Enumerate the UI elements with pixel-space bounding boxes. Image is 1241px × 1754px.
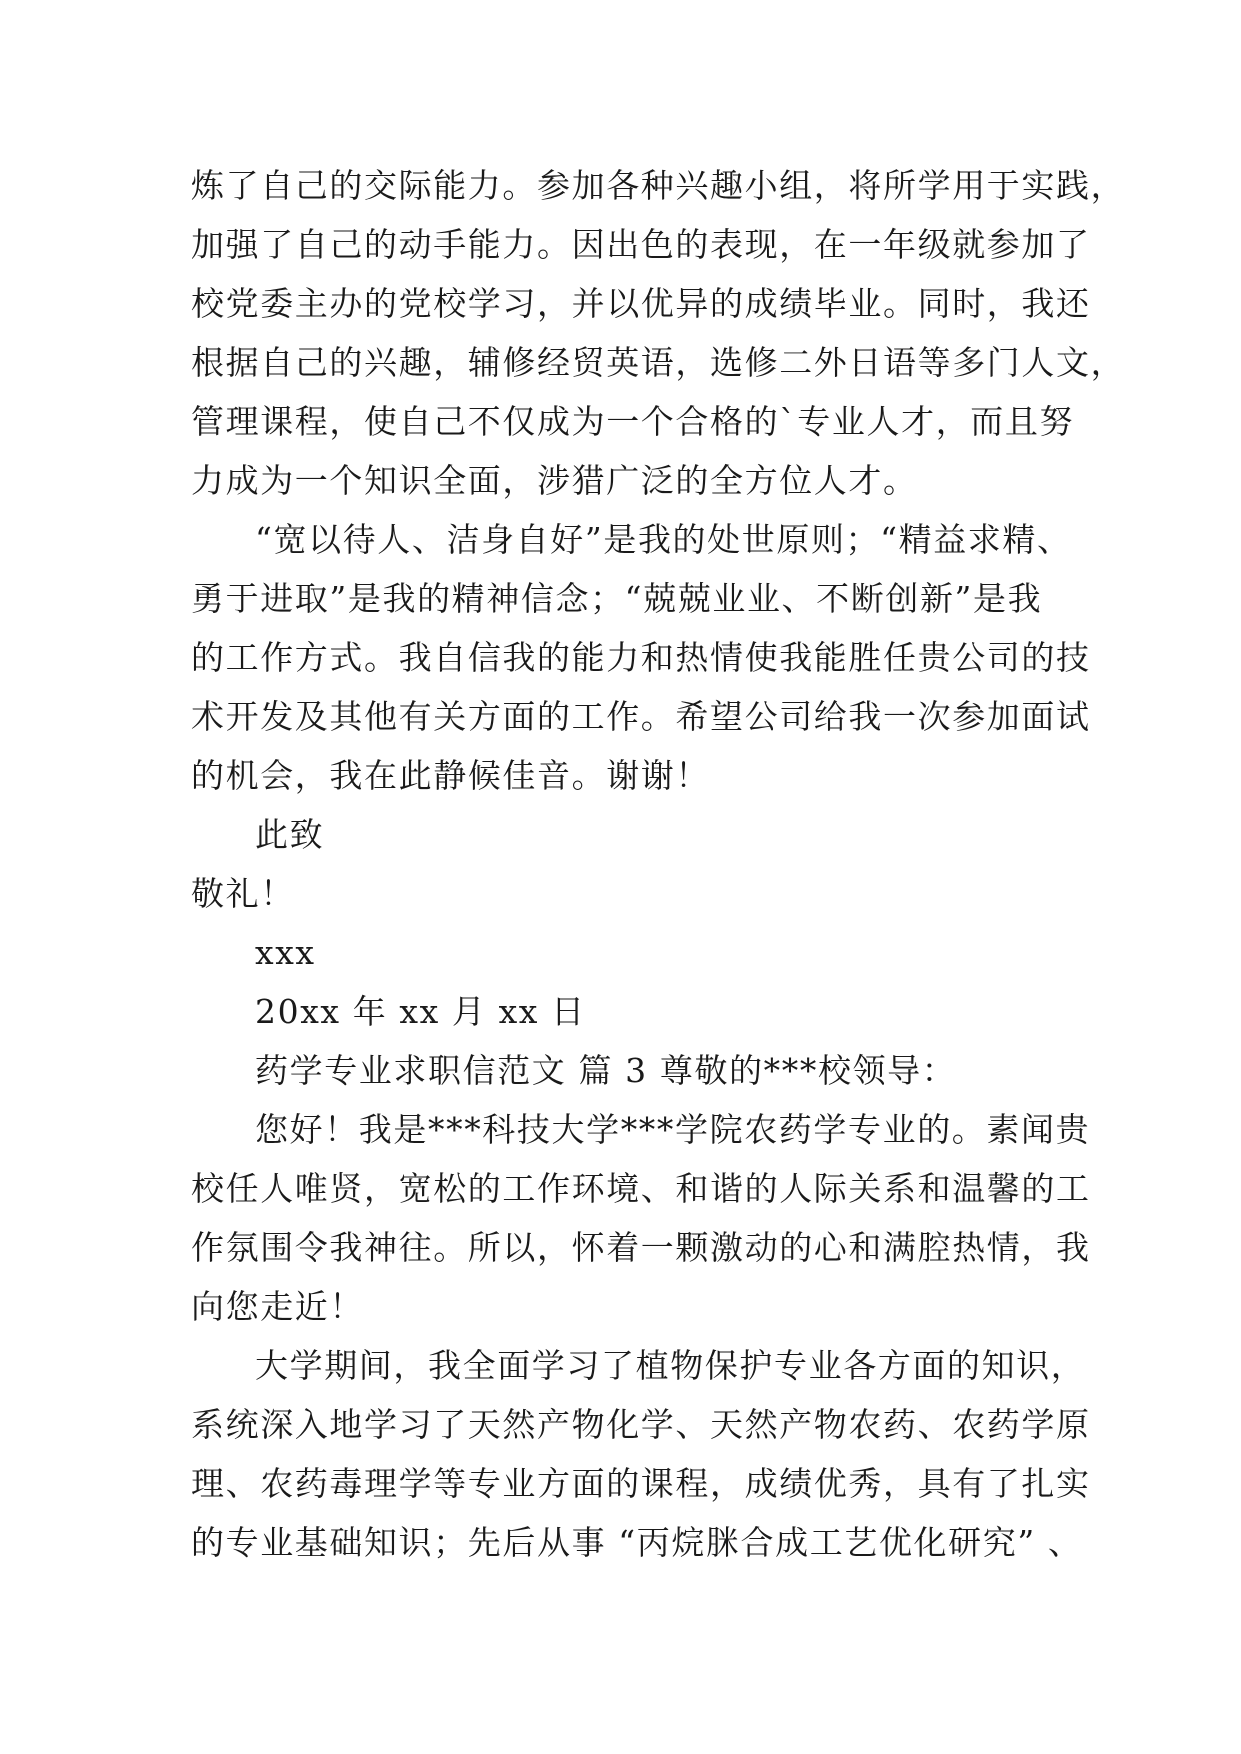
paragraph-line: 根据自己的兴趣，辅修经贸英语，选修二外日语等多门人文， (191, 343, 1126, 382)
paragraph-line: 术开发及其他有关方面的工作。希望公司给我一次参加面试 (191, 697, 1091, 736)
section-heading: 药学专业求职信范文 篇 3 尊敬的***校领导： (255, 1051, 957, 1090)
paragraph-line: 管理课程，使自己不仅成为一个合格的`专业人才，而且努 (191, 402, 1075, 441)
paragraph-line: 理、农药毒理学等专业方面的课程，成绩优秀，具有了扎实 (191, 1464, 1091, 1503)
paragraph-line: 的专业基础知识；先后从事 “丙烷脒合成工艺优化研究” 、 (191, 1523, 1083, 1562)
signature-date: 20xx 年 xx 月 xx 日 (255, 992, 586, 1031)
closing-line: 此致 (255, 815, 325, 854)
paragraph-line: 作氛围令我神往。所以，怀着一颗激动的心和满腔热情，我 (191, 1228, 1091, 1267)
paragraph-line: 您好！我是***科技大学***学院农药学专业的。素闻贵 (255, 1110, 1091, 1149)
paragraph-line: 炼了自己的交际能力。参加各种兴趣小组，将所学用于实践， (191, 166, 1126, 205)
signature-name: xxx (255, 933, 316, 972)
paragraph-line: 大学期间，我全面学习了植物保护专业各方面的知识， (255, 1346, 1086, 1385)
paragraph-line: 校任人唯贤，宽松的工作环境、和谐的人际关系和温馨的工 (191, 1169, 1091, 1208)
paragraph-line: 校党委主办的党校学习，并以优异的成绩毕业。同时，我还 (191, 284, 1091, 323)
paragraph-line: 勇于进取”是我的精神信念；“兢兢业业、不断创新”是我 (191, 579, 1043, 618)
paragraph-line: 力成为一个知识全面，涉猎广泛的全方位人才。 (191, 461, 918, 500)
paragraph-line: 的机会，我在此静候佳音。谢谢！ (191, 756, 710, 795)
salutation-line: 敬礼！ (191, 874, 295, 913)
paragraph-line: 向您走近！ (191, 1287, 364, 1326)
paragraph-line: 系统深入地学习了天然产物化学、天然产物农药、农药学原 (191, 1405, 1091, 1444)
paragraph-line: 的工作方式。我自信我的能力和热情使我能胜任贵公司的技 (191, 638, 1091, 677)
paragraph-line: “宽以待人、洁身自好”是我的处世原则；“精益求精、 (255, 520, 1072, 559)
paragraph-line: 加强了自己的动手能力。因出色的表现，在一年级就参加了 (191, 225, 1091, 264)
